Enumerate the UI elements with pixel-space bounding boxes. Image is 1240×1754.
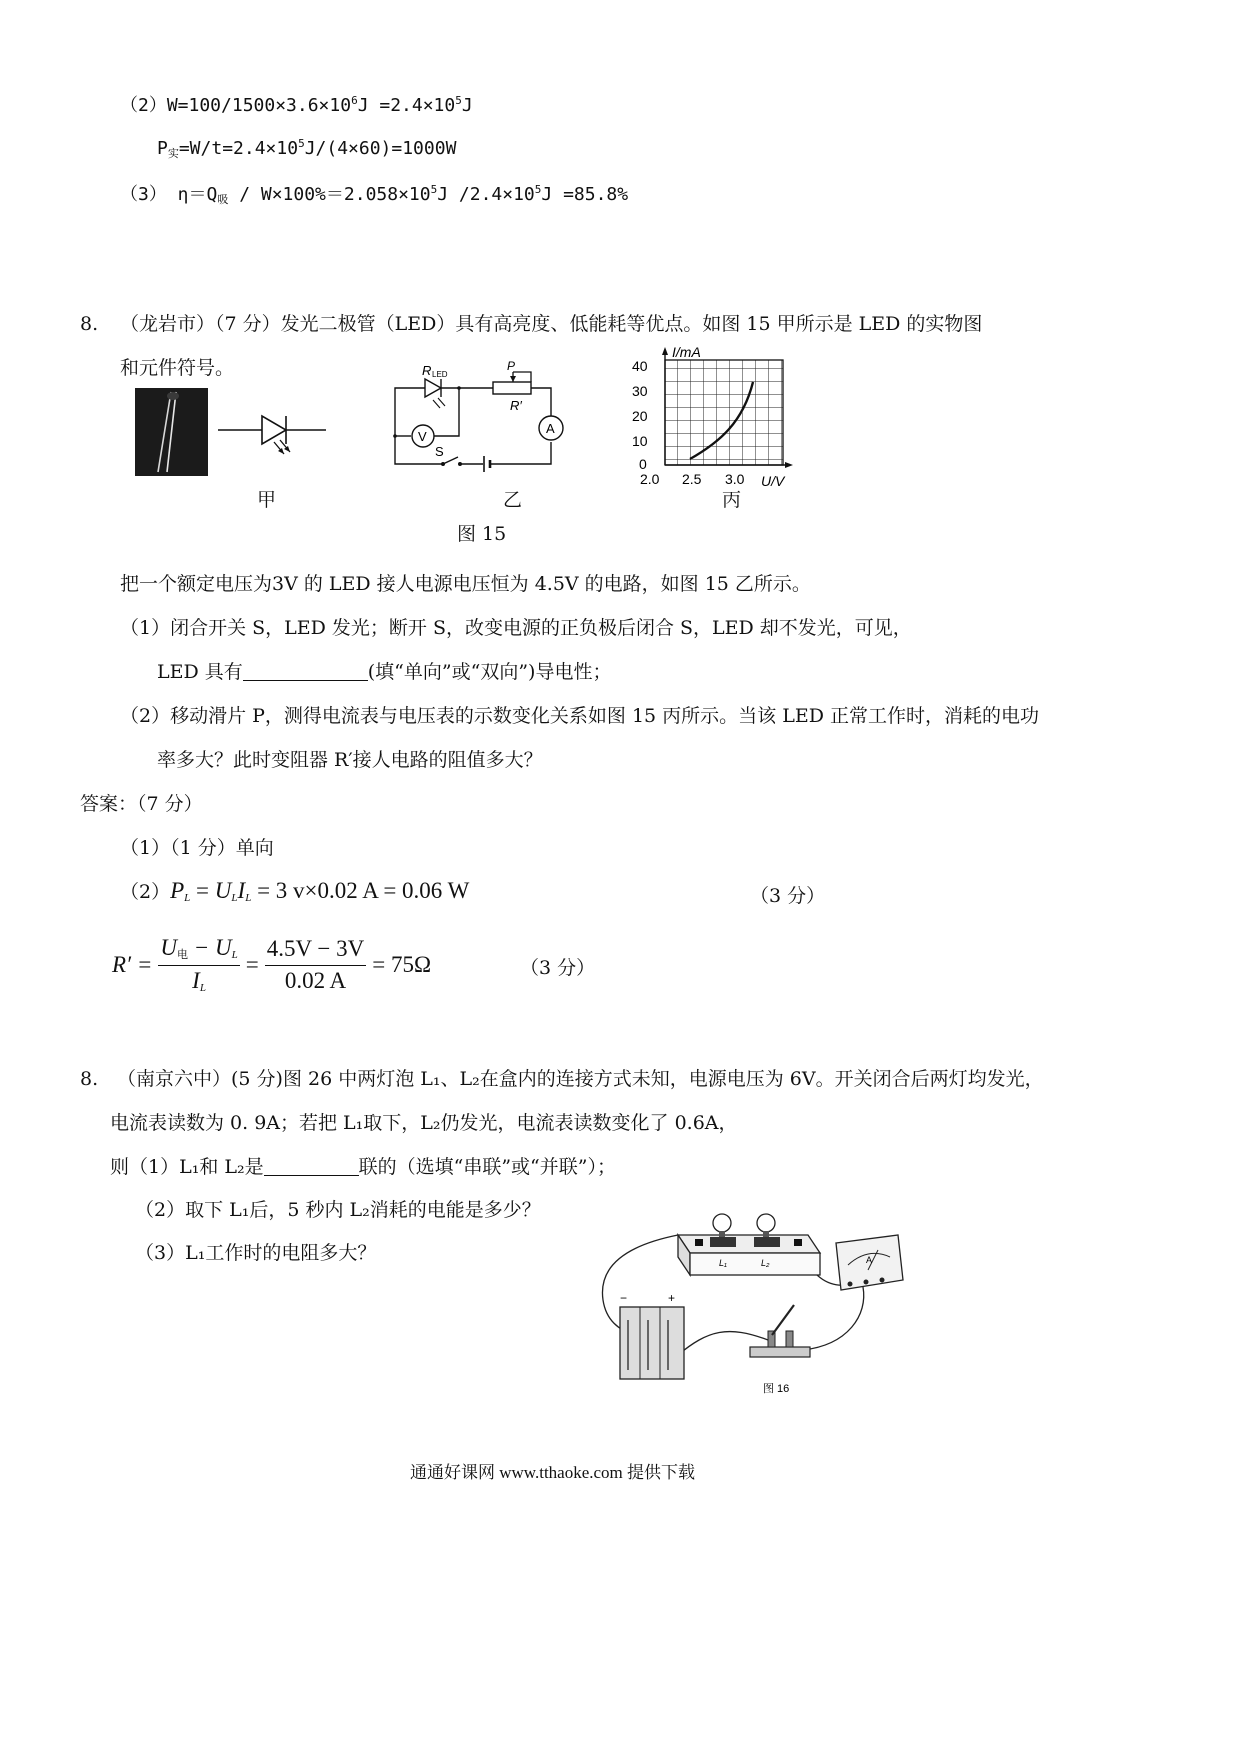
voltmeter-label: V (418, 429, 427, 444)
exponent: 6 (351, 94, 358, 107)
math-var: − U (187, 935, 232, 960)
text: J (461, 95, 473, 116)
led-photo-image (135, 388, 208, 476)
rheostat-symbol (493, 382, 531, 394)
text: （2） (120, 881, 171, 903)
question-stem-line: 和元件符号。 (120, 357, 235, 379)
graph-grid (665, 360, 783, 465)
answer-2 (120, 878, 469, 904)
subscript: L (231, 892, 238, 904)
power-formula: PL = ULIL = 3 v×0.02 A = 0.06 W (170, 878, 470, 904)
bulb-icon (713, 1214, 731, 1232)
exponent: 5 (430, 183, 438, 196)
question-number: 8. (80, 313, 99, 335)
answer-3-formula: R′ = $\frac{\text{U电 − UL}}{IL}$ = $\frac{4.5V - 3V}{0.02 A}$ = 75Ω (112, 935, 432, 994)
text: 则（1）L₁和 L₂是 (110, 1156, 264, 1178)
slider-label: P (507, 360, 516, 373)
text: LED 具有 (157, 661, 243, 683)
subscript: L (184, 892, 191, 904)
fraction-numeric (265, 936, 367, 994)
bulb-icon (757, 1214, 775, 1232)
answer-blank[interactable] (243, 660, 368, 681)
question-text: 把一个额定电压为3V 的 LED 接人电源电压恒为 4.5V 的电路，如图 15 乙所示。 (120, 573, 811, 595)
sub-question-1: （1）闭合开关 S，LED 发光；断开 S，改变电源的正负极后闭合 S，LED 却不发光，可见， (120, 617, 912, 639)
text: J/(4×60)=1000W (304, 138, 457, 159)
led-photo (135, 388, 208, 476)
ammeter-label: A (866, 1255, 873, 1265)
math-var: P (170, 878, 185, 903)
subscript: 吸 (217, 193, 229, 206)
answer-blank[interactable] (264, 1155, 359, 1176)
text: （3） η＝Q (120, 184, 218, 205)
y-axis-label: I/mA (672, 344, 701, 360)
y-tick-label: 10 (632, 433, 648, 449)
math-var: I (192, 968, 200, 993)
fraction-symbolic (158, 935, 239, 994)
exponent: 5 (298, 137, 305, 150)
text: J =2.4×10 (357, 95, 456, 116)
battery-icon (620, 1307, 684, 1379)
text: (填“单向”或“双向”)导电性； (367, 661, 612, 683)
answer-heading: 答案：（7 分） (80, 793, 203, 815)
led-symbol (218, 408, 328, 463)
math-var: U (160, 935, 177, 960)
exponent: 5 (534, 183, 542, 196)
figure-label-yi: 乙 (503, 489, 523, 511)
experiment-figure (598, 1205, 920, 1400)
text: =W/t=2.4×10 (178, 138, 299, 159)
sub-question-1-line-2 (157, 660, 611, 684)
text: = 3 v×0.02 A = 0.06 W (251, 878, 470, 903)
x-tick-label: 2.0 (640, 471, 660, 487)
text: J =85.8% (541, 184, 629, 205)
subscript: L (231, 949, 238, 961)
x-tick-label: 2.5 (682, 471, 702, 487)
circuit-diagram (385, 360, 570, 475)
led-label-sub: LED (432, 370, 448, 379)
question-stem-line: （南京六中）(5 分)图 26 中两灯泡 L₁、L₂在盒内的连接方式未知，电源电压为 6V。开关闭合后两灯均发光， (117, 1068, 1044, 1090)
led-label: R (422, 363, 432, 378)
subscript: 电 (176, 949, 188, 961)
x-tick-label: 3.0 (725, 471, 745, 487)
battery-plus-label: + (668, 1291, 676, 1305)
page-footer: 通通好课网 www.tthaoke.com 提供下载 (410, 1463, 696, 1482)
y-tick-label: 30 (632, 383, 648, 399)
text: J /2.4×10 (437, 184, 535, 205)
rheostat-label: R′ (510, 398, 522, 413)
battery-minus-label: − (620, 1291, 628, 1305)
sub-question-2: （2）移动滑片 P，测得电流表与电压表的示数变化关系如图 15 丙所示。当该 LED 正常工作时，消耗的电功 (120, 705, 1039, 727)
ammeter-label: A (546, 421, 555, 436)
figure-label-bing: 丙 (722, 489, 742, 511)
text: / W×100%＝2.058×10 (228, 184, 431, 205)
lamp-box-front (690, 1253, 820, 1275)
y-tick-label: 0 (639, 456, 647, 472)
sub-question-1 (110, 1155, 616, 1179)
prev-answer-line-3 (120, 180, 628, 207)
sub-question-2-line-2: 率多大？此时变阻器 R′接人电路的阻值多大？ (157, 749, 543, 771)
question-stem-line: （龙岩市）（7 分）发光二极管（LED）具有高亮度、低能耗等优点。如图 15 甲所示是 LED 的实物图 (120, 313, 983, 335)
answer-1: （1）（1 分）单向 (120, 837, 274, 859)
iu-graph (625, 342, 795, 490)
lamp-label: L₂ (761, 1258, 770, 1268)
prev-answer-line-power (157, 137, 456, 161)
result: = 75Ω (372, 951, 432, 977)
text: （2）W=100/1500×3.6×10 (120, 95, 352, 116)
denominator: 0.02 A (284, 967, 347, 993)
y-tick-label: 40 (632, 358, 648, 374)
exponent: 5 (455, 94, 462, 107)
led-circuit-symbol (425, 379, 441, 397)
switch-pivot (441, 462, 445, 466)
sub-question-2: （2）取下 L₁后，5 秒内 L₂消耗的电能是多少？ (135, 1199, 541, 1221)
text: 联的（选填“串联”或“并联”）； (358, 1156, 616, 1178)
figure-label-jia: 甲 (257, 489, 277, 511)
subscript: L (199, 982, 206, 994)
y-tick-label: 20 (632, 408, 648, 424)
score-note: （3 分） (750, 885, 826, 907)
figure-caption: 图 15 (457, 523, 507, 545)
math-lhs: R′ = (112, 951, 153, 977)
x-axis-label: U/V (761, 473, 785, 489)
switch-label: S (435, 444, 444, 459)
question-number: 8. (80, 1068, 99, 1090)
subscript: 实 (167, 147, 179, 160)
question-stem-line: 电流表读数为 0. 9A；若把 L₁取下，L₂仍发光，电流表读数变化了 0.6A， (110, 1112, 738, 1134)
prev-answer-line-2 (120, 91, 473, 117)
lamp-label: L₁ (719, 1258, 727, 1268)
sub-question-3: （3）L₁工作时的电阻多大？ (135, 1242, 377, 1264)
figure-caption: 图 16 (763, 1383, 790, 1395)
score-note: （3 分） (520, 957, 596, 979)
subscript: L (245, 892, 252, 904)
switch-icon (750, 1347, 810, 1357)
text: P (157, 138, 168, 159)
numerator: 4.5V − 3V (265, 936, 367, 966)
